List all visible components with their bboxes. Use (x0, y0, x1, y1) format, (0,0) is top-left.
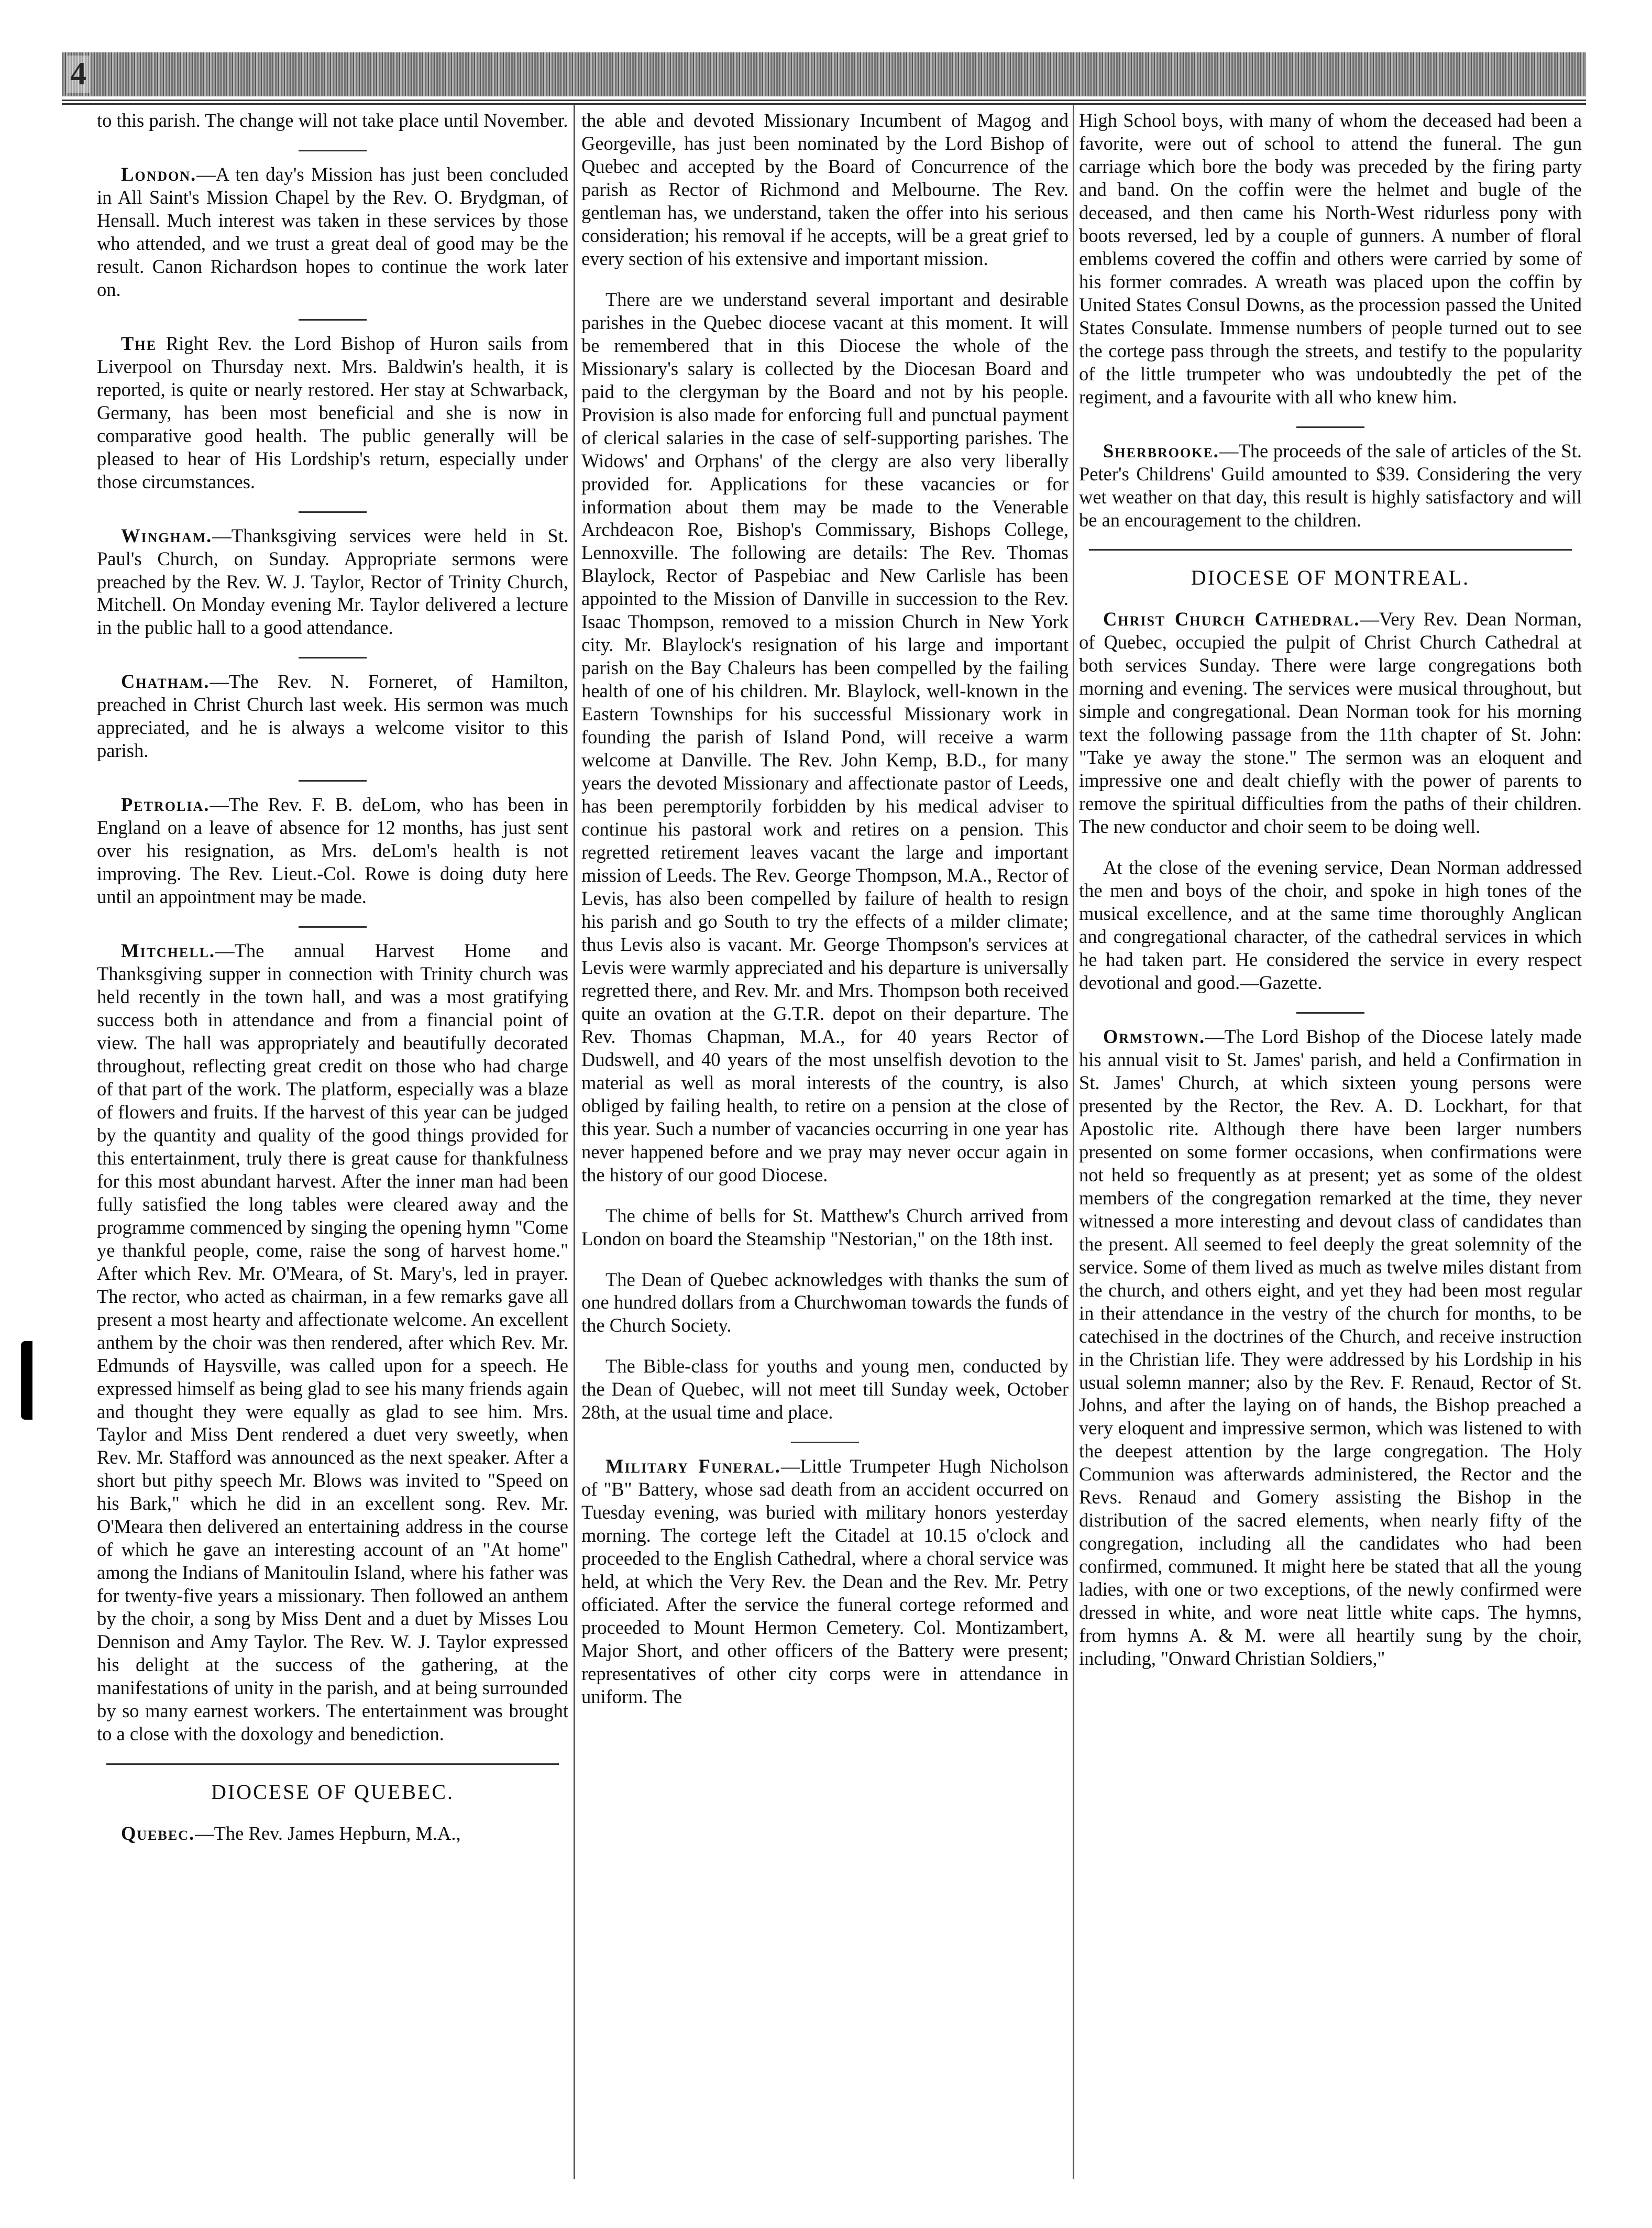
article-text: —The Rev. James Hepburn, M.A., (195, 1823, 461, 1845)
article-text: —The proceeds of the sale of articles of the St. Peter's Childrens' Guild amounted to $39. Considering the very wet weather on that day, this result is highly satisfactory and will be an encouragement to the children. (1079, 440, 1582, 531)
article-text: —The Rev. N. Forneret, of Hamilton, preached in Christ Church last week. His sermon was much appreciated, and he is always a welcome visitor to this parish. (97, 671, 568, 762)
article-lead: Sherbrooke. (1103, 440, 1219, 462)
article-huron (97, 332, 568, 493)
article-text: The Bible-class for youths and young men, conducted by the Dean of Quebec, will not meet till Sunday week, October 28th, at the usual time and place. (581, 1355, 1069, 1423)
article-lead: Mitchell. (121, 940, 216, 962)
article-lead: Quebec. (121, 1823, 195, 1845)
article-cathedral (1079, 608, 1582, 838)
article-text: At the close of the evening service, Dean Norman addressed the men and boys of the choir, and spoke in high tones of the musical excellence, and at the same time thoroughly Anglican and congregational character, of the cathedral services in which he had taken part. He considered the service in every respect devotional and good.—Gazette. (1079, 857, 1582, 993)
divider (299, 780, 367, 782)
article-lead: Military Funeral. (605, 1455, 781, 1477)
article-lead: Ormstown. (1103, 1025, 1206, 1047)
column-3 (1079, 109, 1582, 2183)
article-lead: London. (121, 163, 197, 185)
divider (791, 1442, 859, 1443)
divider (299, 150, 367, 151)
article-text: Right Rev. the Lord Bishop of Huron sails from Liverpool on Thursday next. Mrs. Baldwin's health, it is reported, is quite or nearly restored. Her stay at Schwarback, Germany, has been most beneficial and she is now in comparative good health. The public generally will be pleased to hear of His Lordship's return, especially under those circumstances. (97, 332, 568, 492)
page-header-band (62, 52, 1586, 96)
column-1 (97, 109, 568, 2183)
article-wingham (97, 524, 568, 640)
article-lead: Wingham. (121, 524, 213, 546)
article-text: —Thanksgiving services were held in St. Paul's Church, on Sunday. Appropriate sermons were preached by the Rev. W. J. Taylor, Rector of Trinity Church, Mitchell. On Monday evening Mr. Taylor delivered a lecture in the public hall to a good attendance. (97, 524, 568, 639)
continuation-text: to this parish. The change will not take place until November. (97, 109, 568, 131)
section-divider (1089, 549, 1572, 551)
divider (299, 319, 367, 321)
continuation-text: the able and devoted Missionary Incumbent of Magog and Georgeville, has just been nominated by the Lord Bishop of Quebec and accepted by the Board of Concurrence of the parish as Rector of Richmond and Melbourne. The Rev. gentleman has, we understand, taken the offer into his serious consideration; his removal if he accepts, will be a great grief to every section of his extensive and important mission. (581, 109, 1069, 269)
article-text: —Little Trumpeter Hugh Nicholson of "B" Battery, whose sad death from an accident occurred on Tuesday evening, was buried with military honors yesterday morning. The cortege left the Citadel at 10.15 o'clock and proceeded to the English Cathedral, where a choral service was held, at which the Very Rev. the Dean and the Rev. Mr. Petry officiated. After the service the funeral cortege reformed and proceeded to Mount Hermon Cemetery. Col. Montizambert, Major Short, and other officers of the Battery were present; representatives of other city corps were in attendance in uniform. The (581, 1455, 1069, 1707)
article-quebec (97, 1822, 568, 1845)
divider (299, 657, 367, 658)
article-chatham (97, 670, 568, 762)
binding-mark (21, 1341, 32, 1420)
article-text: —The annual Harvest Home and Thanksgiving supper in connection with Trinity church was held recently in the town hall, and was a most gratifying success both in attendance and from a financial point of view. The hall was appropriately and beautifully decorated throughout, reflecting great credit on those who had charge of that part of the work. The platform, especially was a blaze of flowers and fruits. If the harvest of this year can be judged by the quantity and quality of the good things provided for this entertainment, truly there is great cause for thankfulness for this most abundant harvest. After the inner man had been fully satisfied the long tables were cleared away and the programme commenced by singing the opening hymn "Come ye thankful people, come, raise the song of harvest home." After which Rev. Mr. O'Meara, of St. Mary's, led in prayer. The rector, who acted as chairman, in a few remarks gave all present a most hearty and affectionate welcome. An excellent anthem by the choir was then rendered, after which Rev. Mr. Edmunds of Haysville, was called upon for a speech. He expressed himself as being glad to see his many friends again and thought they were equally as glad to see him. Mrs. Taylor and Miss Dent rendered a duet very sweetly, when Rev. Mr. Stafford was announced as the next speaker. After a short but pithy speech Mr. Blows was invited to "Speed on his Bark," which he did in an excellent song. Rev. Mr. O'Meara then delivered an entertaining address in the course of which he gave an interesting account of an "At home" among the Indians of Manitoulin Island, where his father was for twenty-five years a missionary. Then followed an anthem by the choir, a song by Miss Dent and a duet by Misses Lou Dennison and Amy Taylor. The Rev. W. J. Taylor expressed his delight at the success of the gathering, at the manifestations of unity in the parish, and at being surrounded by so many earnest workers. The entertainment was brought to a close with the doxology and benediction. (97, 940, 568, 1745)
article-text: —Very Rev. Dean Norman, of Quebec, occupied the pulpit of Christ Church Cathedral at both services Sunday. There were large congregations both morning and evening. The services were musical throughout, but simple and congregational. Dean Norman took for his morning text the following passage from the 11th chapter of St. John: "Take ye away the stone." The sermon was an eloquent and impressive one and dealt chiefly with the power of parents to remove the spiritual difficulties from the paths of their children. The new conductor and choir seem to be doing well. (1079, 608, 1582, 838)
section-divider (106, 1763, 559, 1765)
column-rule-2 (1073, 105, 1074, 2179)
article-text: There are we understand several important and desirable parishes in the Quebec diocese vacant at this moment. It will be remembered that in this Diocese the whole of the Missionary's salary is collected by the Diocesan Board and paid to the clergyman by the Board and not by his people. Provision is also made for enforcing full and punctual payment of clerical salaries in the case of self-supporting parishes. The Widows' and Orphans' of the clergy are also very liberally provided for. Applications for these vacancies or for information about them may be made to the Venerable Archdeacon Roe, Bishop's Commissary, Bishops College, Lennoxville. The following are details: The Rev. Thomas Blaylock, Rector of Paspebiac and New Carlisle has been appointed to the Mission of Danville in succession to the Rev. Isaac Thompson, removed to a mission Church in New York city. Mr. Blaylock's resignation of his large and important parish on the Bay Chaleurs has been compelled by the failing health of one of his children. Mr. Blaylock, well-known in the Eastern Townships for his successful Missionary work in founding the parish of Island Pond, will receive a warm welcome at Danville. The Rev. John Kemp, B.D., for many years the devoted Missionary and affectionate pastor of Leeds, has been peremptorily forbidden by his medical adviser to continue his pastoral work and retires on a pension. This regretted retirement leaves vacant the large and important mission of Leeds. The Rev. George Thompson, M.A., Rector of Levis, has also been compelled by failure of health to resign his parish and go South to try the effects of a milder climate; thus Levis also is vacant. Mr. George Thompson's services at Levis were warmly appreciated and his departure is universally regretted there, and Rev. Mr. and Mrs. Thompson both received quite an ovation at the G.T.R. depot on their departure. The Rev. Thomas Chapman, M.A., for 40 years Rector of Dudswell, and 40 years of the most unselfish devotion to the material as well as moral interests of the country, is also obliged by failing health, to retire on a pension at the close of this year. Such a number of vacancies occurring in one year has never happened before and we pray may never occur again in the history of our good Diocese. (581, 288, 1069, 1186)
article-lead: The (121, 332, 157, 354)
continuation-text: High School boys, with many of whom the deceased had been a favorite, were out of school to attend the funeral. The gun carriage which bore the body was preceded by the firing party and band. On the coffin were the helmet and bugle of the deceased, and then came his North-West ridurless pony with boots reversed, led by a couple of gunners. A number of floral emblems covered the coffin and others were carried by some of his former comrades. A wreath was placed upon the coffin by United States Consul Downs, as the procession passed the United States Consulate. Immense numbers of people turned out to see the cortege pass through the streets, and testify to the popularity of the little trumpeter who was undoubtedly the pet of the regiment, and a favourite with all who knew him. (1079, 109, 1582, 408)
article-donation (581, 1268, 1069, 1337)
article-bells (581, 1204, 1069, 1250)
article-mitchell (97, 939, 568, 1746)
article-lead: Petrolia. (121, 794, 210, 816)
header-rule-2 (62, 103, 1586, 105)
article-text: The chime of bells for St. Matthew's Church arrived from London on board the Steamship "Nestorian," on the 18th inst. (581, 1204, 1069, 1249)
divider (1296, 1012, 1364, 1014)
article-evening-service (1079, 856, 1582, 994)
article-bible-class (581, 1355, 1069, 1424)
column-2 (581, 109, 1069, 2183)
article-text: The Dean of Quebec acknowledges with thanks the sum of one hundred dollars from a Churchwoman towards the funds of the Church Society. (581, 1268, 1069, 1336)
article-london (97, 163, 568, 301)
article-continuation (97, 109, 568, 132)
article-petrolia (97, 793, 568, 908)
article-continuation (1079, 109, 1582, 409)
article-vacancies (581, 288, 1069, 1187)
section-heading-montreal: DIOCESE OF MONTREAL. (1191, 566, 1470, 590)
divider (1296, 426, 1364, 428)
article-lead: Christ Church Cathedral. (1103, 608, 1360, 630)
divider (299, 926, 367, 928)
article-lead: Chatham. (121, 671, 210, 693)
section-heading-quebec: DIOCESE OF QUEBEC. (211, 1780, 455, 1804)
article-text: —The Rev. F. B. deLom, who has been in England on a leave of absence for 12 months, has just sent over his resignation, as Mrs. deLom's health is not improving. The Rev. Lieut.-Col. Rowe is doing duty here until an appointment may be made. (97, 794, 568, 908)
article-ormstown (1079, 1025, 1582, 1670)
column-rule-1 (574, 105, 575, 2179)
article-sherbrooke (1079, 440, 1582, 532)
article-text: —The Lord Bishop of the Diocese lately made his annual visit to St. James' parish, and held a Confirmation in St. James' Church, at which sixteen young persons were presented by the Rector, the Rev. A. D. Lockhart, for that Apostolic rite. Although there have been larger numbers presented on some former occasions, when confirmations were not held so frequently as at present; yet as some of the oldest members of the congregation remarked at the time, they never witnessed a more interesting and devout class of candidates than the present. All seemed to feel deeply the great solemnity of the service. Some of them lived as much as twelve miles distant from the church, and others eight, and yet they had been most regular in their attendance in the vestry of the church for months, to be catechised in the doctrines of the Church, and receive instruction in the Christian life. They were addressed by his Lordship in his usual solemn manner; also by the Rev. F. Renaud, Rector of St. Johns, and after the laying on of hands, the Bishop preached a very eloquent and impressive sermon, which was listened to with the deepest attention by the large congregation. The Holy Communion was afterwards administered, the Rector and the Revs. Renaud and Gomery assisting the Bishop in the distribution of the sacred elements, when nearly fifty of the congregation, including all the candidates who had been confirmed, communed. It might here be stated that all the young ladies, with one or two exceptions, of the newly confirmed were dressed in white, and wore neat little white caps. The hymns, from hymns A. & M. were all heartily sung by the choir, including, "Onward Christian Soldiers," (1079, 1025, 1582, 1670)
divider (299, 511, 367, 513)
article-military-funeral (581, 1455, 1069, 1708)
page-number: 4 (67, 56, 90, 93)
article-continuation (581, 109, 1069, 270)
article-text: —A ten day's Mission has just been concluded in All Saint's Mission Chapel by the Rev. O. Brydgman, of Hensall. Much interest was taken in these services by those who attended, and we trust a great deal of good may be the result. Canon Richardson hopes to continue the work later on. (97, 163, 568, 300)
header-rule (62, 100, 1586, 101)
